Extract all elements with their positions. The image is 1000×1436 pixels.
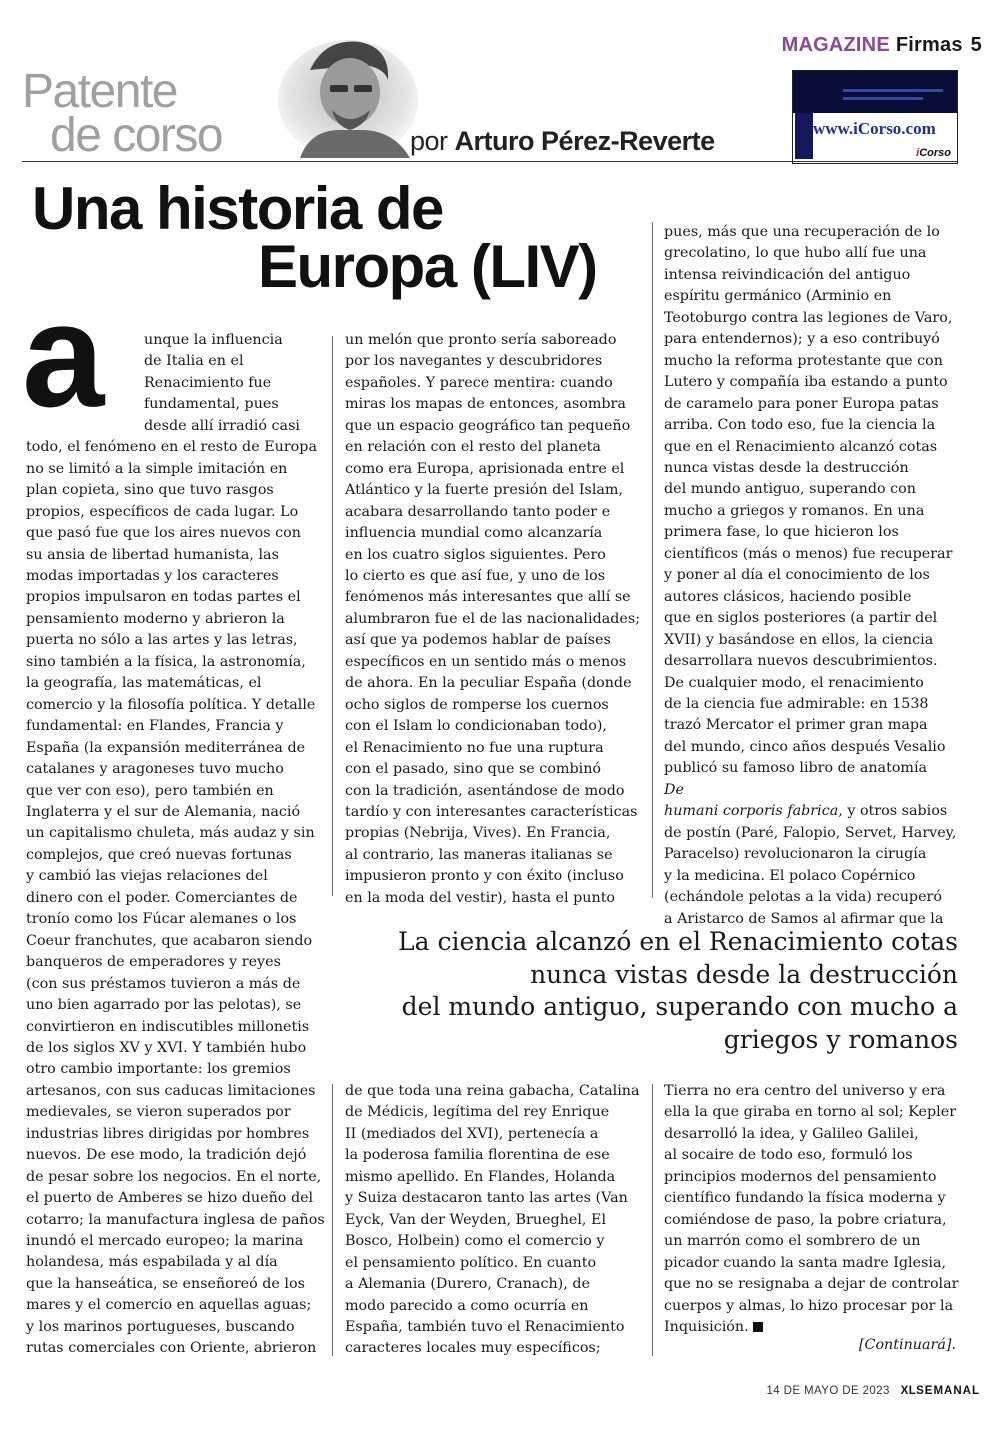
page-footer (767, 1385, 981, 1397)
promo-brand-rest: Corso (919, 147, 951, 159)
body-line: desarrollara nuevos descubrimientos. (664, 653, 938, 670)
body-line: con el pasado, sino que se combinó (345, 761, 602, 778)
body-line: primera fase, lo que hicieron los (664, 524, 899, 541)
body-line: un marrón como el sombrero de un (664, 1233, 921, 1250)
body-line: en los cuatro siglos siguientes. Pero (345, 546, 606, 563)
body-line: nunca vistas desde la destrucción (530, 959, 958, 989)
body-line: convirtieron en indiscutibles millonetis (26, 1018, 310, 1035)
body-line: del mundo antiguo, superando con mucho a (401, 992, 958, 1021)
promo-brand-i: i (916, 147, 920, 159)
body-line: de Italia en el (144, 353, 244, 370)
body-line: Tierra no era centro del universo y era (664, 1083, 946, 1099)
body-line: que en siglos posteriores (a partir del (664, 610, 938, 627)
body-line: tardío y con interesantes características (345, 803, 638, 820)
body-line: científicos (más o menos) fue recuperar (664, 545, 953, 562)
body-line: de caramelo para poner Europa patas (664, 395, 939, 412)
author-portrait (270, 30, 420, 158)
body-line: comercio y la filosofía política. Y detalle (26, 696, 316, 713)
body-line: como era Europa, aprisionada entre el (345, 460, 625, 477)
continued-note: [Continuará]. (858, 1337, 956, 1353)
body-line: Inquisición. (664, 1317, 964, 1338)
body-line: España, también tuvo el Renacimiento (345, 1318, 625, 1335)
body-line: modas importadas y los caracteres (26, 567, 279, 584)
body-line: y cambió las viejas relaciones del (26, 868, 268, 885)
body-line: que un espacio geográfico tan pequeño (345, 417, 631, 434)
body-line: complejos, que creó nuevas fortunas (26, 846, 292, 863)
column-logo (22, 65, 223, 162)
icorso-promo-banner[interactable] (792, 70, 958, 164)
body-line: holandesa, más espabilada y al día (26, 1254, 278, 1271)
column-divider (652, 1084, 653, 1356)
body-line: picador cuando la santa madre Iglesia, (664, 1254, 947, 1271)
body-line: específicos en un sentido más o menos (345, 653, 627, 670)
body-line: propios, específicos de cada lugar. Lo (26, 503, 299, 520)
author-name: Arturo Pérez-Reverte (454, 126, 715, 156)
body-column-3 (664, 222, 964, 930)
body-line: Teotoburgo contra las legiones de Varo, (664, 309, 953, 326)
body-line: españoles. Y parece mentira: cuando (345, 374, 613, 391)
body-line: del mundo, cinco años después Vesalio (664, 738, 946, 755)
promo-brand-logo (916, 147, 951, 159)
body-line: así que ya podemos hablar de países (345, 632, 611, 649)
body-column-2-lower (345, 1081, 645, 1360)
body-line: industrias libres dirigidas por hombres (26, 1125, 310, 1142)
body-line: propias (Nebrija, Vives). En Francia, (345, 825, 611, 842)
body-line: ocho siglos de romperse los cuernos (345, 696, 609, 713)
body-line: lo cierto es que así fue, y uno de los (345, 567, 606, 584)
body-line: fenómenos más interesantes que allí se (345, 589, 631, 606)
body-line (664, 801, 964, 822)
body-line: desde allí irradió casi (144, 417, 300, 434)
body-line: todo, el fenómeno en el resto de Europa (26, 439, 317, 456)
body-line: espíritu germánico (Arminio en (664, 288, 892, 305)
body-line: desarrolló la idea, y Galileo Galilei, (664, 1125, 919, 1142)
dropcap: a (22, 273, 105, 438)
section-label: MAGAZINE (781, 34, 890, 56)
body-line: tronío como los Fúcar alemanes o los (26, 911, 297, 928)
body-line: por los navegantes y descubridores (345, 353, 603, 370)
body-line: de postín (Paré, Falopio, Servet, Harvey, (664, 824, 957, 841)
body-line: nunca vistas desde la destrucción (664, 459, 909, 476)
pull-quote (340, 926, 958, 1056)
body-line: para entendernos); y a eso contribuyó (664, 331, 940, 348)
body-line: cotarro; la manufactura inglesa de paños (26, 1211, 325, 1228)
body-line: al contrario, las maneras italianas se (345, 846, 613, 863)
body-line: miras los mapas de entonces, asombra (345, 396, 626, 413)
body-line: grecolatino, lo que hubo allí fue una (664, 245, 927, 262)
body-line: el pensamiento político. En cuanto (345, 1254, 597, 1271)
title-line-1: Una historia de (32, 175, 443, 242)
body-line: modo parecido a como ocurría en (345, 1297, 589, 1314)
body-column-2 (345, 330, 645, 909)
body-line: su ansia de libertad humanista, las (26, 546, 279, 563)
category-label: Firmas (895, 34, 963, 56)
body-line: Bosco, Holbein) como el comercio y (345, 1233, 605, 1250)
body-line: de Médicis, legítima del rey Enrique (345, 1104, 610, 1121)
column-logo-line1: Patente (22, 65, 177, 118)
body-line: propios impulsaron en todas partes el (26, 589, 301, 606)
body-line: plan copieta, sino que tuvo rasgos (26, 482, 274, 499)
body-line: de los siglos XV y XVI. Y también hubo (26, 1039, 307, 1056)
body-line: que no se resignaba a dejar de controlar (664, 1276, 959, 1293)
body-line: influencia mundial como alcanzaría (345, 525, 603, 542)
body-line: II (mediados del XVI), pertenecía a (345, 1125, 599, 1142)
column-divider (332, 336, 333, 896)
body-line: científico fundando la física moderna y (664, 1190, 946, 1207)
body-line: de pesar sobre los negocios. En el norte, (26, 1168, 322, 1185)
body-line: fundamental, pues (144, 396, 279, 413)
body-line: principios modernos del pensamiento (664, 1168, 937, 1185)
body-line: y la medicina. El polaco Copérnico (664, 867, 916, 884)
body-line: Atlántico y la fuerte presión del Islam, (345, 482, 624, 499)
body-line: Lutero y compañía iba estando a punto (664, 374, 948, 391)
body-line: autores clásicos, haciendo posible (664, 588, 912, 605)
body-line: banqueros de emperadores y reyes (26, 954, 281, 971)
body-line: del mundo antiguo, superando con (664, 481, 916, 498)
promo-url[interactable]: www.iCorso.com (813, 119, 936, 138)
body-column-3-lower (664, 1081, 964, 1338)
body-line: un capitalismo chuleta, más audaz y sin (26, 825, 315, 842)
body-line: publicó su famoso libro de anatomía (664, 760, 928, 777)
title-line-2: Europa (LIV) (258, 233, 597, 300)
body-line: pues, más que una recuperación de lo (664, 224, 940, 240)
body-line: artesanos, con sus caducas limitaciones (26, 1082, 316, 1099)
body-line: Eyck, Van der Weyden, Brueghel, El (345, 1211, 607, 1228)
body-line: a Aristarco de Samos al afirmar que la (664, 910, 944, 927)
body-line: griegos y romanos (723, 1024, 958, 1054)
body-line: Inglaterra y el sur de Alemania, nació (26, 803, 301, 820)
body-line: nuevos. De ese modo, la tradición dejó (26, 1147, 307, 1164)
body-line: impusieron pronto y con éxito (incluso (345, 868, 624, 885)
body-line: en relación con el resto del planeta (345, 439, 601, 456)
column-divider (652, 222, 653, 898)
body-line: uno bien agarrado por las pelotas), se (26, 997, 302, 1014)
body-line: acabara desarrollando tanto poder e (345, 503, 611, 520)
byline-prefix: por (410, 126, 448, 156)
brand-xl: XL (900, 1385, 917, 1397)
body-line: unque la influencia (144, 332, 283, 348)
body-line: (con sus préstamos tuvieron a más de (26, 975, 301, 992)
body-line: mucho a griegos y romanos. En una (664, 502, 925, 519)
body-line: Coeur franchutes, que acabaron siendo (26, 932, 313, 949)
body-line: que pasó fue que los aires nuevos con (26, 525, 301, 542)
after-italic-text: , y otros sabios (838, 803, 948, 820)
body-line: el puerto de Amberes se hizo dueño del (26, 1190, 314, 1207)
body-line: caracteres locales muy específicos; (345, 1340, 601, 1357)
brand-semanal: SEMANAL (916, 1385, 980, 1397)
body-line: la geografía, las matemáticas, el (26, 675, 262, 692)
body-line: sino también a la física, la astronomía, (26, 653, 306, 670)
body-line: con la tradición, asentándose de modo (345, 782, 625, 799)
body-line: mucho la reforma protestante que con (664, 352, 943, 369)
body-line: trazó Mercator el primer gran mapa (664, 717, 928, 734)
body-line: Paracelso) revolucionaron la cirugía (664, 846, 927, 863)
body-line: medievales, se vieron superados por (26, 1104, 291, 1121)
body-line: de que toda una reina gabacha, Catalina (345, 1083, 640, 1099)
issue-date: 14 DE MAYO DE 2023 (766, 1385, 890, 1397)
body-line: de ahora. En la peculiar España (donde (345, 675, 632, 692)
column-logo-line2: de corso (50, 109, 223, 162)
body-line: rutas comerciales con Oriente, abrieron (26, 1340, 317, 1357)
body-line: a Alemania (Durero, Cranach), de (345, 1276, 590, 1293)
column-divider (332, 1084, 333, 1356)
body-line: y los marinos portugueses, buscando (26, 1318, 295, 1335)
body-line: pensamiento moderno y abrieron la (26, 610, 285, 627)
body-line: en la moda del vestir), hasta el punto (345, 889, 616, 906)
body-line: al socaire de todo eso, formuló los (664, 1147, 913, 1164)
body-line: con el Islam lo condicionaban todo), (345, 718, 607, 735)
body-line: y Suiza destacaron tanto las artes (Van (345, 1190, 628, 1207)
body-line: inundó el mercado europeo; la marina (26, 1233, 304, 1250)
body-line: (echándole pelotas a la vida) recuperó (664, 889, 942, 906)
body-line (664, 780, 964, 801)
body-line: el Renacimiento no fue una ruptura (345, 739, 604, 756)
body-line: de la ciencia fue admirable: en 1538 (664, 695, 929, 712)
body-line: la poderosa familia florentina de ese (345, 1147, 610, 1164)
body-line: que en el Renacimiento alcanzó cotas (664, 438, 938, 455)
body-line: otro cambio importante: los gremios (26, 1061, 291, 1078)
body-line: que ver con eso), pero también en (26, 782, 274, 799)
body-line: España (la expansión mediterránea de (26, 739, 306, 756)
body-line: La ciencia alcanzó en el Renacimiento cotas (398, 927, 958, 956)
body-line: comiéndose de paso, la pobre criatura, (664, 1211, 947, 1228)
body-line: fundamental: en Flandes, Francia y (26, 718, 284, 735)
header-rule (22, 161, 958, 162)
body-line: mismo apellido. En Flandes, Holanda (345, 1168, 616, 1185)
body-line: mares y el comercio en aquellas aguas; (26, 1297, 312, 1314)
body-line: ella la que giraba en torno al sol; Kepler (664, 1104, 957, 1121)
article-title (32, 175, 632, 300)
promo-screenshot (793, 71, 957, 113)
body-line: catalanes y aragoneses tuvo mucho (26, 761, 284, 778)
body-line: De cualquier modo, el renacimiento (664, 674, 924, 691)
body-line: un melón que pronto sería saboreado (345, 332, 617, 348)
byline (410, 126, 715, 157)
end-mark (753, 1322, 763, 1332)
italic-title-part-a: De (664, 781, 684, 798)
section-header (782, 34, 982, 57)
body-line: cuerpos y almas, lo hizo procesar por la (664, 1297, 954, 1314)
body-line: intensa reivindicación del antiguo (664, 266, 911, 283)
italic-title-part-b: humani corporis fabrica (664, 803, 839, 820)
body-line: no se limitó a la simple imitación en (26, 460, 288, 477)
body-line: arriba. Con todo eso, fue la ciencia la (664, 417, 936, 434)
body-line: y poner al día el conocimiento de los (664, 567, 930, 584)
body-line: alumbraron fue el de las nacionalidades; (345, 610, 641, 627)
body-column-1 (26, 330, 326, 1360)
body-line: dinero con el poder. Comerciantes de (26, 889, 298, 906)
body-line: XVII) y basándose en ellos, la ciencia (664, 631, 934, 648)
body-line: puerta no sólo a las artes y las letras, (26, 632, 298, 649)
body-line: que la hanseática, se enseñoreó de los (26, 1275, 305, 1292)
body-line: Renacimiento fue (144, 374, 272, 391)
page-number: 5 (970, 34, 982, 56)
